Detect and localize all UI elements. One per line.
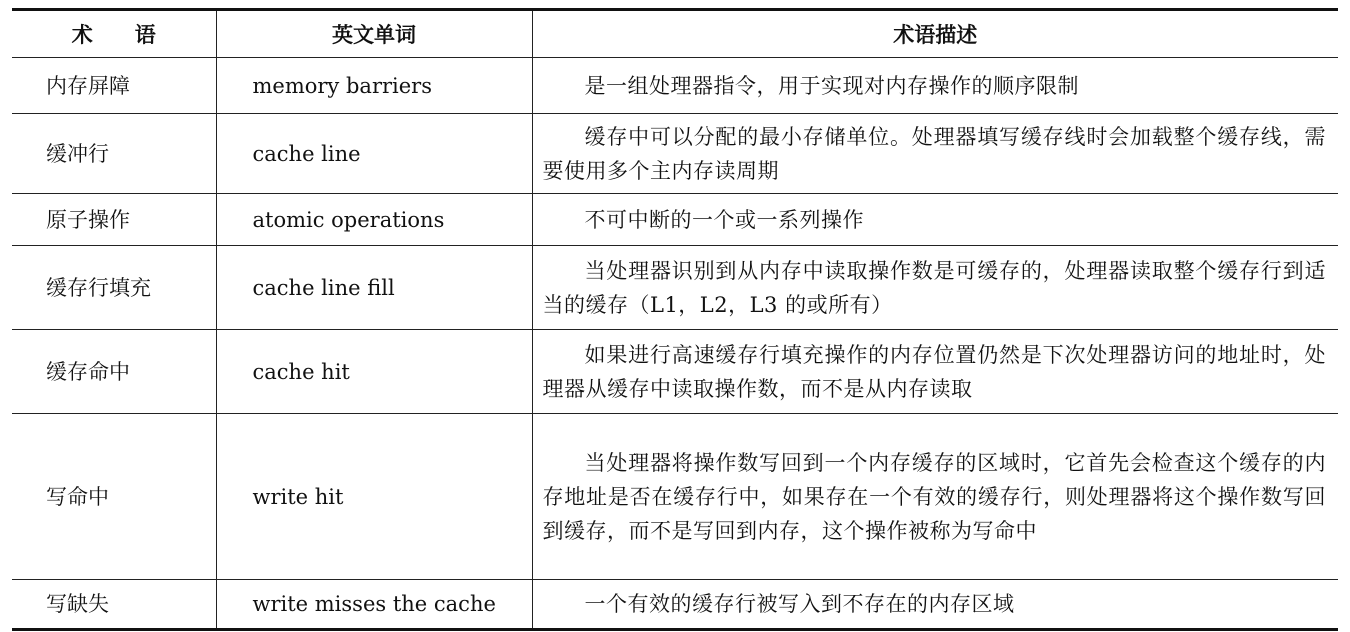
english-cell: atomic operations bbox=[216, 194, 532, 246]
header-term: 术 语 bbox=[12, 10, 216, 58]
description-cell: 一个有效的缓存行被写入到不存在的内存区域 bbox=[532, 580, 1338, 630]
table-header bbox=[12, 10, 1338, 58]
table-row bbox=[12, 58, 1338, 114]
table-row bbox=[12, 114, 1338, 194]
term-cell: 写命中 bbox=[12, 414, 216, 580]
table-row bbox=[12, 330, 1338, 414]
description-cell: 当处理器识别到从内存中读取操作数是可缓存的，处理器读取整个缓存行到适当的缓存（L1，L2，L3 的或所有） bbox=[532, 246, 1338, 330]
term-cell: 缓存行填充 bbox=[12, 246, 216, 330]
terminology-table-container bbox=[12, 8, 1338, 631]
english-cell: memory barriers bbox=[216, 58, 532, 114]
table-row bbox=[12, 414, 1338, 580]
terminology-table bbox=[12, 8, 1338, 631]
table-row bbox=[12, 194, 1338, 246]
english-cell: write misses the cache bbox=[216, 580, 532, 630]
term-cell: 内存屏障 bbox=[12, 58, 216, 114]
table-row bbox=[12, 246, 1338, 330]
term-cell: 原子操作 bbox=[12, 194, 216, 246]
header-english: 英文单词 bbox=[216, 10, 532, 58]
description-cell: 是一组处理器指令，用于实现对内存操作的顺序限制 bbox=[532, 58, 1338, 114]
header-row bbox=[12, 10, 1338, 58]
term-cell: 写缺失 bbox=[46, 592, 109, 616]
term-cell: 缓存命中 bbox=[12, 330, 216, 414]
english-cell: cache line fill bbox=[216, 246, 532, 330]
english-cell: cache hit bbox=[216, 330, 532, 414]
table-row bbox=[12, 580, 1338, 630]
description-cell: 如果进行高速缓存行填充操作的内存位置仍然是下次处理器访问的地址时，处理器从缓存中读取操作数，而不是从内存读取 bbox=[532, 330, 1338, 414]
description-cell: 当处理器将操作数写回到一个内存缓存的区域时，它首先会检查这个缓存的内存地址是否在缓存行中，如果存在一个有效的缓存行，则处理器将这个操作数写回到缓存，而不是写回到内存，这个操作被称为写命中 bbox=[532, 414, 1338, 580]
header-description: 术语描述 bbox=[532, 10, 1338, 58]
english-cell: cache line bbox=[216, 114, 532, 194]
english-cell: write hit bbox=[216, 414, 532, 580]
description-cell: 不可中断的一个或一系列操作 bbox=[532, 194, 1338, 246]
table-body bbox=[12, 58, 1338, 630]
description-cell: 缓存中可以分配的最小存储单位。处理器填写缓存线时会加载整个缓存线，需要使用多个主内存读周期 bbox=[532, 114, 1338, 194]
term-cell: 缓冲行 bbox=[12, 114, 216, 194]
